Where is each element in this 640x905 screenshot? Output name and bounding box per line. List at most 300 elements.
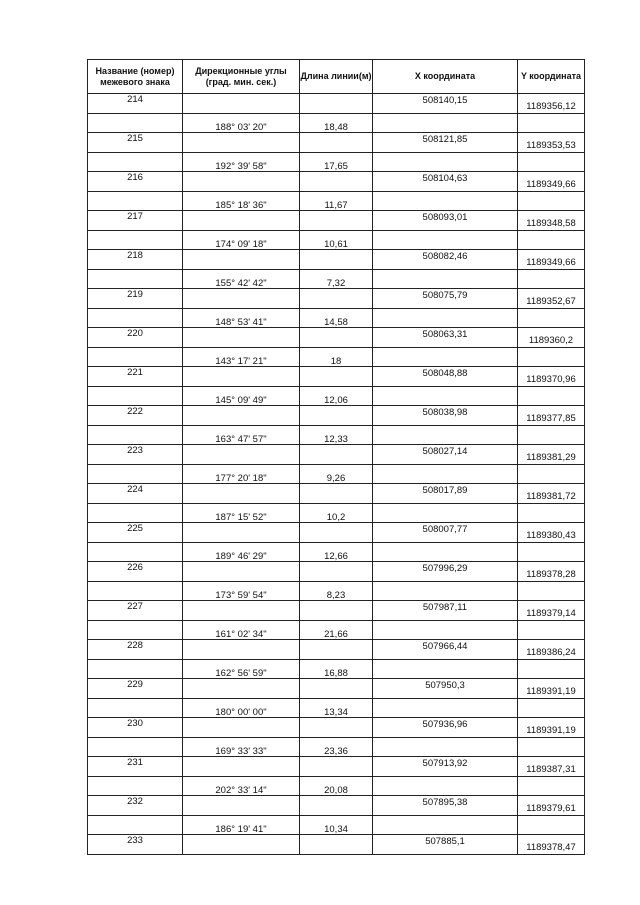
x-cell bbox=[373, 581, 518, 601]
x-coordinate bbox=[373, 94, 518, 114]
line-length bbox=[300, 776, 373, 796]
y-coordinate-text: 1189381,72 bbox=[526, 490, 576, 502]
point-name bbox=[88, 172, 183, 192]
line-length bbox=[300, 464, 373, 484]
point-name-text: 224 bbox=[127, 483, 143, 495]
line-length-text: 12,33 bbox=[324, 434, 348, 445]
x-coordinate-text: 507966,44 bbox=[422, 640, 468, 652]
y-coordinate bbox=[518, 601, 585, 621]
y-coordinate-text: 1189356,12 bbox=[526, 100, 576, 112]
y-coordinate-text: 1189391,19 bbox=[526, 685, 576, 697]
direction-angle bbox=[183, 698, 300, 718]
name-cell bbox=[88, 269, 183, 289]
header-length: Длина линии(м) bbox=[300, 60, 373, 94]
line-length-text: 18,48 bbox=[324, 122, 348, 133]
segment-row bbox=[88, 464, 585, 484]
line-length bbox=[300, 581, 373, 601]
x-cell bbox=[373, 620, 518, 640]
y-coordinate bbox=[518, 640, 585, 660]
point-name-text: 227 bbox=[127, 600, 143, 612]
header-x: X координата bbox=[373, 60, 518, 94]
angle-cell bbox=[183, 679, 300, 699]
y-coordinate bbox=[518, 835, 585, 855]
point-name-text: 228 bbox=[127, 639, 143, 651]
x-coordinate bbox=[373, 679, 518, 699]
direction-angle bbox=[183, 269, 300, 289]
angle-cell bbox=[183, 718, 300, 738]
x-coordinate bbox=[373, 289, 518, 309]
x-coordinate bbox=[373, 562, 518, 582]
x-coordinate-text: 508075,79 bbox=[422, 289, 468, 301]
angle-cell bbox=[183, 757, 300, 777]
point-name-text: 216 bbox=[127, 171, 143, 183]
name-cell bbox=[88, 659, 183, 679]
name-cell bbox=[88, 308, 183, 328]
point-name bbox=[88, 601, 183, 621]
segment-row bbox=[88, 386, 585, 406]
point-name bbox=[88, 445, 183, 465]
line-length-text: 17,65 bbox=[324, 161, 348, 172]
name-cell bbox=[88, 620, 183, 640]
point-row bbox=[88, 211, 585, 231]
name-cell bbox=[88, 386, 183, 406]
x-coordinate-text: 508027,14 bbox=[422, 445, 468, 457]
point-name-text: 226 bbox=[127, 561, 143, 573]
line-length bbox=[300, 113, 373, 133]
x-cell bbox=[373, 776, 518, 796]
direction-angle-text: 185° 18' 36" bbox=[215, 200, 267, 211]
x-coordinate-text: 508038,98 bbox=[422, 406, 468, 418]
x-coordinate-text: 508048,88 bbox=[422, 367, 468, 379]
x-coordinate-text: 508082,46 bbox=[422, 250, 468, 262]
line-length bbox=[300, 542, 373, 562]
direction-angle bbox=[183, 659, 300, 679]
angle-cell bbox=[183, 406, 300, 426]
segment-row bbox=[88, 542, 585, 562]
header-angle: Дирекционные углы (град. мин. сек.) bbox=[183, 60, 300, 94]
point-name-text: 214 bbox=[127, 93, 143, 105]
length-cell bbox=[300, 484, 373, 504]
point-row bbox=[88, 133, 585, 153]
line-length-text: 14,58 bbox=[324, 317, 348, 328]
direction-angle bbox=[183, 308, 300, 328]
point-name bbox=[88, 94, 183, 114]
length-cell bbox=[300, 796, 373, 816]
segment-row bbox=[88, 347, 585, 367]
y-coordinate bbox=[518, 94, 585, 114]
y-cell bbox=[518, 152, 585, 172]
point-name-text: 215 bbox=[127, 132, 143, 144]
segment-row bbox=[88, 503, 585, 523]
y-coordinate bbox=[518, 406, 585, 426]
line-length bbox=[300, 737, 373, 757]
length-cell bbox=[300, 172, 373, 192]
line-length-text: 10,61 bbox=[324, 239, 348, 250]
point-name-text: 229 bbox=[127, 678, 143, 690]
direction-angle-text: 162° 56' 59" bbox=[215, 668, 267, 679]
x-coordinate bbox=[373, 172, 518, 192]
y-coordinate-text: 1189386,24 bbox=[526, 646, 576, 658]
segment-row bbox=[88, 269, 585, 289]
x-coordinate-text: 507936,96 bbox=[422, 718, 468, 730]
point-name bbox=[88, 640, 183, 660]
x-coordinate-text: 508063,31 bbox=[422, 328, 468, 340]
x-coordinate-text: 508121,85 bbox=[422, 133, 468, 145]
y-cell bbox=[518, 503, 585, 523]
segment-row bbox=[88, 425, 585, 445]
y-coordinate-text: 1189370,96 bbox=[526, 373, 576, 385]
line-length-text: 20,08 bbox=[324, 785, 348, 796]
line-length bbox=[300, 308, 373, 328]
x-coordinate bbox=[373, 445, 518, 465]
direction-angle-text: 145° 09' 49" bbox=[215, 395, 267, 406]
direction-angle-text: 180° 00' 00" bbox=[215, 707, 267, 718]
angle-cell bbox=[183, 289, 300, 309]
y-cell bbox=[518, 698, 585, 718]
line-length bbox=[300, 347, 373, 367]
y-coordinate bbox=[518, 445, 585, 465]
direction-angle bbox=[183, 347, 300, 367]
direction-angle-text: 174° 09' 18" bbox=[215, 239, 267, 250]
segment-row bbox=[88, 659, 585, 679]
point-row bbox=[88, 757, 585, 777]
x-coordinate-text: 508140,15 bbox=[422, 94, 468, 106]
point-name bbox=[88, 796, 183, 816]
line-length-text: 23,36 bbox=[324, 746, 348, 757]
x-coordinate bbox=[373, 523, 518, 543]
direction-angle-text: 163° 47' 57" bbox=[215, 434, 267, 445]
y-coordinate bbox=[518, 679, 585, 699]
point-name-text: 231 bbox=[127, 756, 143, 768]
x-cell bbox=[373, 152, 518, 172]
point-name bbox=[88, 679, 183, 699]
y-coordinate bbox=[518, 328, 585, 348]
x-coordinate-text: 508093,01 bbox=[422, 211, 468, 223]
direction-angle-text: 143° 17' 21" bbox=[215, 356, 267, 367]
y-coordinate-text: 1189379,61 bbox=[526, 802, 576, 814]
y-cell bbox=[518, 620, 585, 640]
x-coordinate bbox=[373, 718, 518, 738]
point-name bbox=[88, 406, 183, 426]
angle-cell bbox=[183, 133, 300, 153]
x-cell bbox=[373, 425, 518, 445]
y-coordinate bbox=[518, 562, 585, 582]
name-cell bbox=[88, 737, 183, 757]
direction-angle bbox=[183, 191, 300, 211]
y-cell bbox=[518, 659, 585, 679]
y-cell bbox=[518, 737, 585, 757]
angle-cell bbox=[183, 796, 300, 816]
point-row bbox=[88, 523, 585, 543]
name-cell bbox=[88, 152, 183, 172]
y-cell bbox=[518, 464, 585, 484]
point-name bbox=[88, 835, 183, 855]
name-cell bbox=[88, 191, 183, 211]
point-row bbox=[88, 640, 585, 660]
point-name bbox=[88, 562, 183, 582]
length-cell bbox=[300, 289, 373, 309]
y-coordinate bbox=[518, 250, 585, 270]
name-cell bbox=[88, 464, 183, 484]
x-coordinate bbox=[373, 601, 518, 621]
direction-angle bbox=[183, 737, 300, 757]
length-cell bbox=[300, 406, 373, 426]
x-cell bbox=[373, 815, 518, 835]
point-name bbox=[88, 328, 183, 348]
point-name bbox=[88, 367, 183, 387]
point-row bbox=[88, 562, 585, 582]
y-cell bbox=[518, 542, 585, 562]
y-coordinate-text: 1189377,85 bbox=[526, 412, 576, 424]
angle-cell bbox=[183, 94, 300, 114]
point-name bbox=[88, 289, 183, 309]
y-coordinate bbox=[518, 172, 585, 192]
point-name-text: 217 bbox=[127, 210, 143, 222]
length-cell bbox=[300, 250, 373, 270]
y-coordinate-text: 1189387,31 bbox=[526, 763, 576, 775]
y-coordinate bbox=[518, 718, 585, 738]
line-length bbox=[300, 230, 373, 250]
x-coordinate bbox=[373, 835, 518, 855]
angle-cell bbox=[183, 562, 300, 582]
point-row bbox=[88, 796, 585, 816]
name-cell bbox=[88, 113, 183, 133]
direction-angle-text: 155° 42' 42" bbox=[215, 278, 267, 289]
x-coordinate-text: 507950,3 bbox=[425, 679, 465, 691]
x-cell bbox=[373, 269, 518, 289]
table-body bbox=[88, 94, 585, 855]
x-coordinate bbox=[373, 367, 518, 387]
y-cell bbox=[518, 425, 585, 445]
line-length bbox=[300, 191, 373, 211]
angle-cell bbox=[183, 172, 300, 192]
header-y: Y координата bbox=[518, 60, 585, 94]
length-cell bbox=[300, 562, 373, 582]
length-cell bbox=[300, 133, 373, 153]
x-coordinate-text: 508104,63 bbox=[422, 172, 468, 184]
x-cell bbox=[373, 659, 518, 679]
name-cell bbox=[88, 815, 183, 835]
point-row bbox=[88, 172, 585, 192]
line-length-text: 11,67 bbox=[324, 200, 348, 211]
x-coordinate-text: 507913,92 bbox=[422, 757, 468, 769]
point-row bbox=[88, 250, 585, 270]
angle-cell bbox=[183, 484, 300, 504]
y-coordinate-text: 1189349,66 bbox=[526, 256, 576, 268]
point-name-text: 218 bbox=[127, 249, 143, 261]
direction-angle bbox=[183, 464, 300, 484]
line-length-text: 21,66 bbox=[324, 629, 348, 640]
angle-cell bbox=[183, 328, 300, 348]
y-coordinate-text: 1189352,67 bbox=[526, 295, 576, 307]
segment-row bbox=[88, 191, 585, 211]
angle-cell bbox=[183, 367, 300, 387]
y-coordinate bbox=[518, 211, 585, 231]
line-length bbox=[300, 659, 373, 679]
angle-cell bbox=[183, 523, 300, 543]
point-name-text: 220 bbox=[127, 327, 143, 339]
line-length-text: 18 bbox=[330, 356, 342, 367]
point-name-text: 221 bbox=[127, 366, 143, 378]
x-cell bbox=[373, 347, 518, 367]
segment-row bbox=[88, 230, 585, 250]
direction-angle bbox=[183, 542, 300, 562]
direction-angle bbox=[183, 503, 300, 523]
y-cell bbox=[518, 815, 585, 835]
x-coordinate bbox=[373, 133, 518, 153]
point-name-text: 232 bbox=[127, 795, 143, 807]
coordinates-table bbox=[87, 59, 585, 855]
angle-cell bbox=[183, 601, 300, 621]
direction-angle bbox=[183, 425, 300, 445]
x-cell bbox=[373, 230, 518, 250]
line-length-text: 10,2 bbox=[326, 512, 346, 523]
segment-row bbox=[88, 113, 585, 133]
segment-row bbox=[88, 698, 585, 718]
x-cell bbox=[373, 308, 518, 328]
point-name-text: 233 bbox=[127, 834, 143, 846]
x-cell bbox=[373, 386, 518, 406]
name-cell bbox=[88, 542, 183, 562]
x-coordinate bbox=[373, 406, 518, 426]
length-cell bbox=[300, 367, 373, 387]
length-cell bbox=[300, 640, 373, 660]
point-row bbox=[88, 328, 585, 348]
y-coordinate-text: 1189381,29 bbox=[526, 451, 576, 463]
line-length-text: 16,88 bbox=[324, 668, 348, 679]
direction-angle bbox=[183, 152, 300, 172]
y-cell bbox=[518, 113, 585, 133]
length-cell bbox=[300, 679, 373, 699]
line-length bbox=[300, 425, 373, 445]
x-coordinate bbox=[373, 796, 518, 816]
direction-angle-text: 189° 46' 29" bbox=[215, 551, 267, 562]
segment-row bbox=[88, 620, 585, 640]
point-name-text: 230 bbox=[127, 717, 143, 729]
name-cell bbox=[88, 347, 183, 367]
line-length-text: 10,34 bbox=[324, 824, 348, 835]
point-row bbox=[88, 445, 585, 465]
point-row bbox=[88, 289, 585, 309]
segment-row bbox=[88, 581, 585, 601]
name-cell bbox=[88, 581, 183, 601]
x-cell bbox=[373, 464, 518, 484]
length-cell bbox=[300, 328, 373, 348]
name-cell bbox=[88, 230, 183, 250]
y-cell bbox=[518, 230, 585, 250]
direction-angle-text: 186° 19' 41" bbox=[215, 824, 267, 835]
y-coordinate bbox=[518, 367, 585, 387]
direction-angle-text: 148° 53' 41" bbox=[215, 317, 267, 328]
y-coordinate-text: 1189391,19 bbox=[526, 724, 576, 736]
direction-angle-text: 187° 15' 52" bbox=[215, 512, 267, 523]
direction-angle bbox=[183, 386, 300, 406]
length-cell bbox=[300, 94, 373, 114]
name-cell bbox=[88, 776, 183, 796]
direction-angle-text: 202° 33' 14" bbox=[215, 785, 267, 796]
y-coordinate bbox=[518, 796, 585, 816]
point-name-text: 223 bbox=[127, 444, 143, 456]
point-name bbox=[88, 133, 183, 153]
direction-angle bbox=[183, 776, 300, 796]
line-length bbox=[300, 815, 373, 835]
point-name bbox=[88, 523, 183, 543]
x-coordinate-text: 507987,11 bbox=[422, 601, 468, 613]
direction-angle bbox=[183, 230, 300, 250]
segment-row bbox=[88, 152, 585, 172]
direction-angle-text: 173° 59' 54" bbox=[215, 590, 267, 601]
x-cell bbox=[373, 113, 518, 133]
point-name-text: 222 bbox=[127, 405, 143, 417]
x-coordinate bbox=[373, 250, 518, 270]
x-coordinate bbox=[373, 328, 518, 348]
direction-angle-text: 192° 39' 58" bbox=[215, 161, 267, 172]
segment-row bbox=[88, 737, 585, 757]
line-length-text: 7,32 bbox=[326, 278, 346, 289]
header-name: Название (номер) межевого знака bbox=[88, 60, 183, 94]
length-cell bbox=[300, 601, 373, 621]
x-coordinate bbox=[373, 757, 518, 777]
segment-row bbox=[88, 308, 585, 328]
direction-angle-text: 188° 03' 20" bbox=[215, 122, 267, 133]
line-length bbox=[300, 386, 373, 406]
line-length bbox=[300, 152, 373, 172]
direction-angle-text: 161° 02' 34" bbox=[215, 629, 267, 640]
length-cell bbox=[300, 523, 373, 543]
y-coordinate bbox=[518, 133, 585, 153]
x-coordinate bbox=[373, 484, 518, 504]
y-coordinate-text: 1189348,58 bbox=[526, 217, 576, 229]
direction-angle bbox=[183, 581, 300, 601]
point-name-text: 219 bbox=[127, 288, 143, 300]
x-coordinate bbox=[373, 211, 518, 231]
point-name-text: 225 bbox=[127, 522, 143, 534]
y-coordinate bbox=[518, 757, 585, 777]
y-coordinate-text: 1189379,14 bbox=[526, 607, 576, 619]
length-cell bbox=[300, 718, 373, 738]
point-row bbox=[88, 718, 585, 738]
angle-cell bbox=[183, 835, 300, 855]
line-length-text: 8,23 bbox=[326, 590, 346, 601]
x-cell bbox=[373, 737, 518, 757]
point-row bbox=[88, 679, 585, 699]
angle-cell bbox=[183, 640, 300, 660]
y-cell bbox=[518, 776, 585, 796]
direction-angle bbox=[183, 815, 300, 835]
name-cell bbox=[88, 698, 183, 718]
length-cell bbox=[300, 757, 373, 777]
line-length bbox=[300, 269, 373, 289]
angle-cell bbox=[183, 250, 300, 270]
direction-angle-text: 169° 33' 33" bbox=[215, 746, 267, 757]
table-header-row bbox=[88, 60, 585, 94]
point-name bbox=[88, 757, 183, 777]
y-cell bbox=[518, 347, 585, 367]
direction-angle bbox=[183, 620, 300, 640]
point-row bbox=[88, 94, 585, 114]
y-coordinate-text: 1189380,43 bbox=[526, 529, 576, 541]
segment-row bbox=[88, 815, 585, 835]
line-length bbox=[300, 698, 373, 718]
y-cell bbox=[518, 386, 585, 406]
line-length bbox=[300, 620, 373, 640]
x-coordinate-text: 507895,38 bbox=[422, 796, 468, 808]
name-cell bbox=[88, 425, 183, 445]
point-name bbox=[88, 718, 183, 738]
line-length-text: 9,26 bbox=[326, 473, 346, 484]
line-length bbox=[300, 503, 373, 523]
x-coordinate-text: 508007,77 bbox=[422, 523, 468, 535]
